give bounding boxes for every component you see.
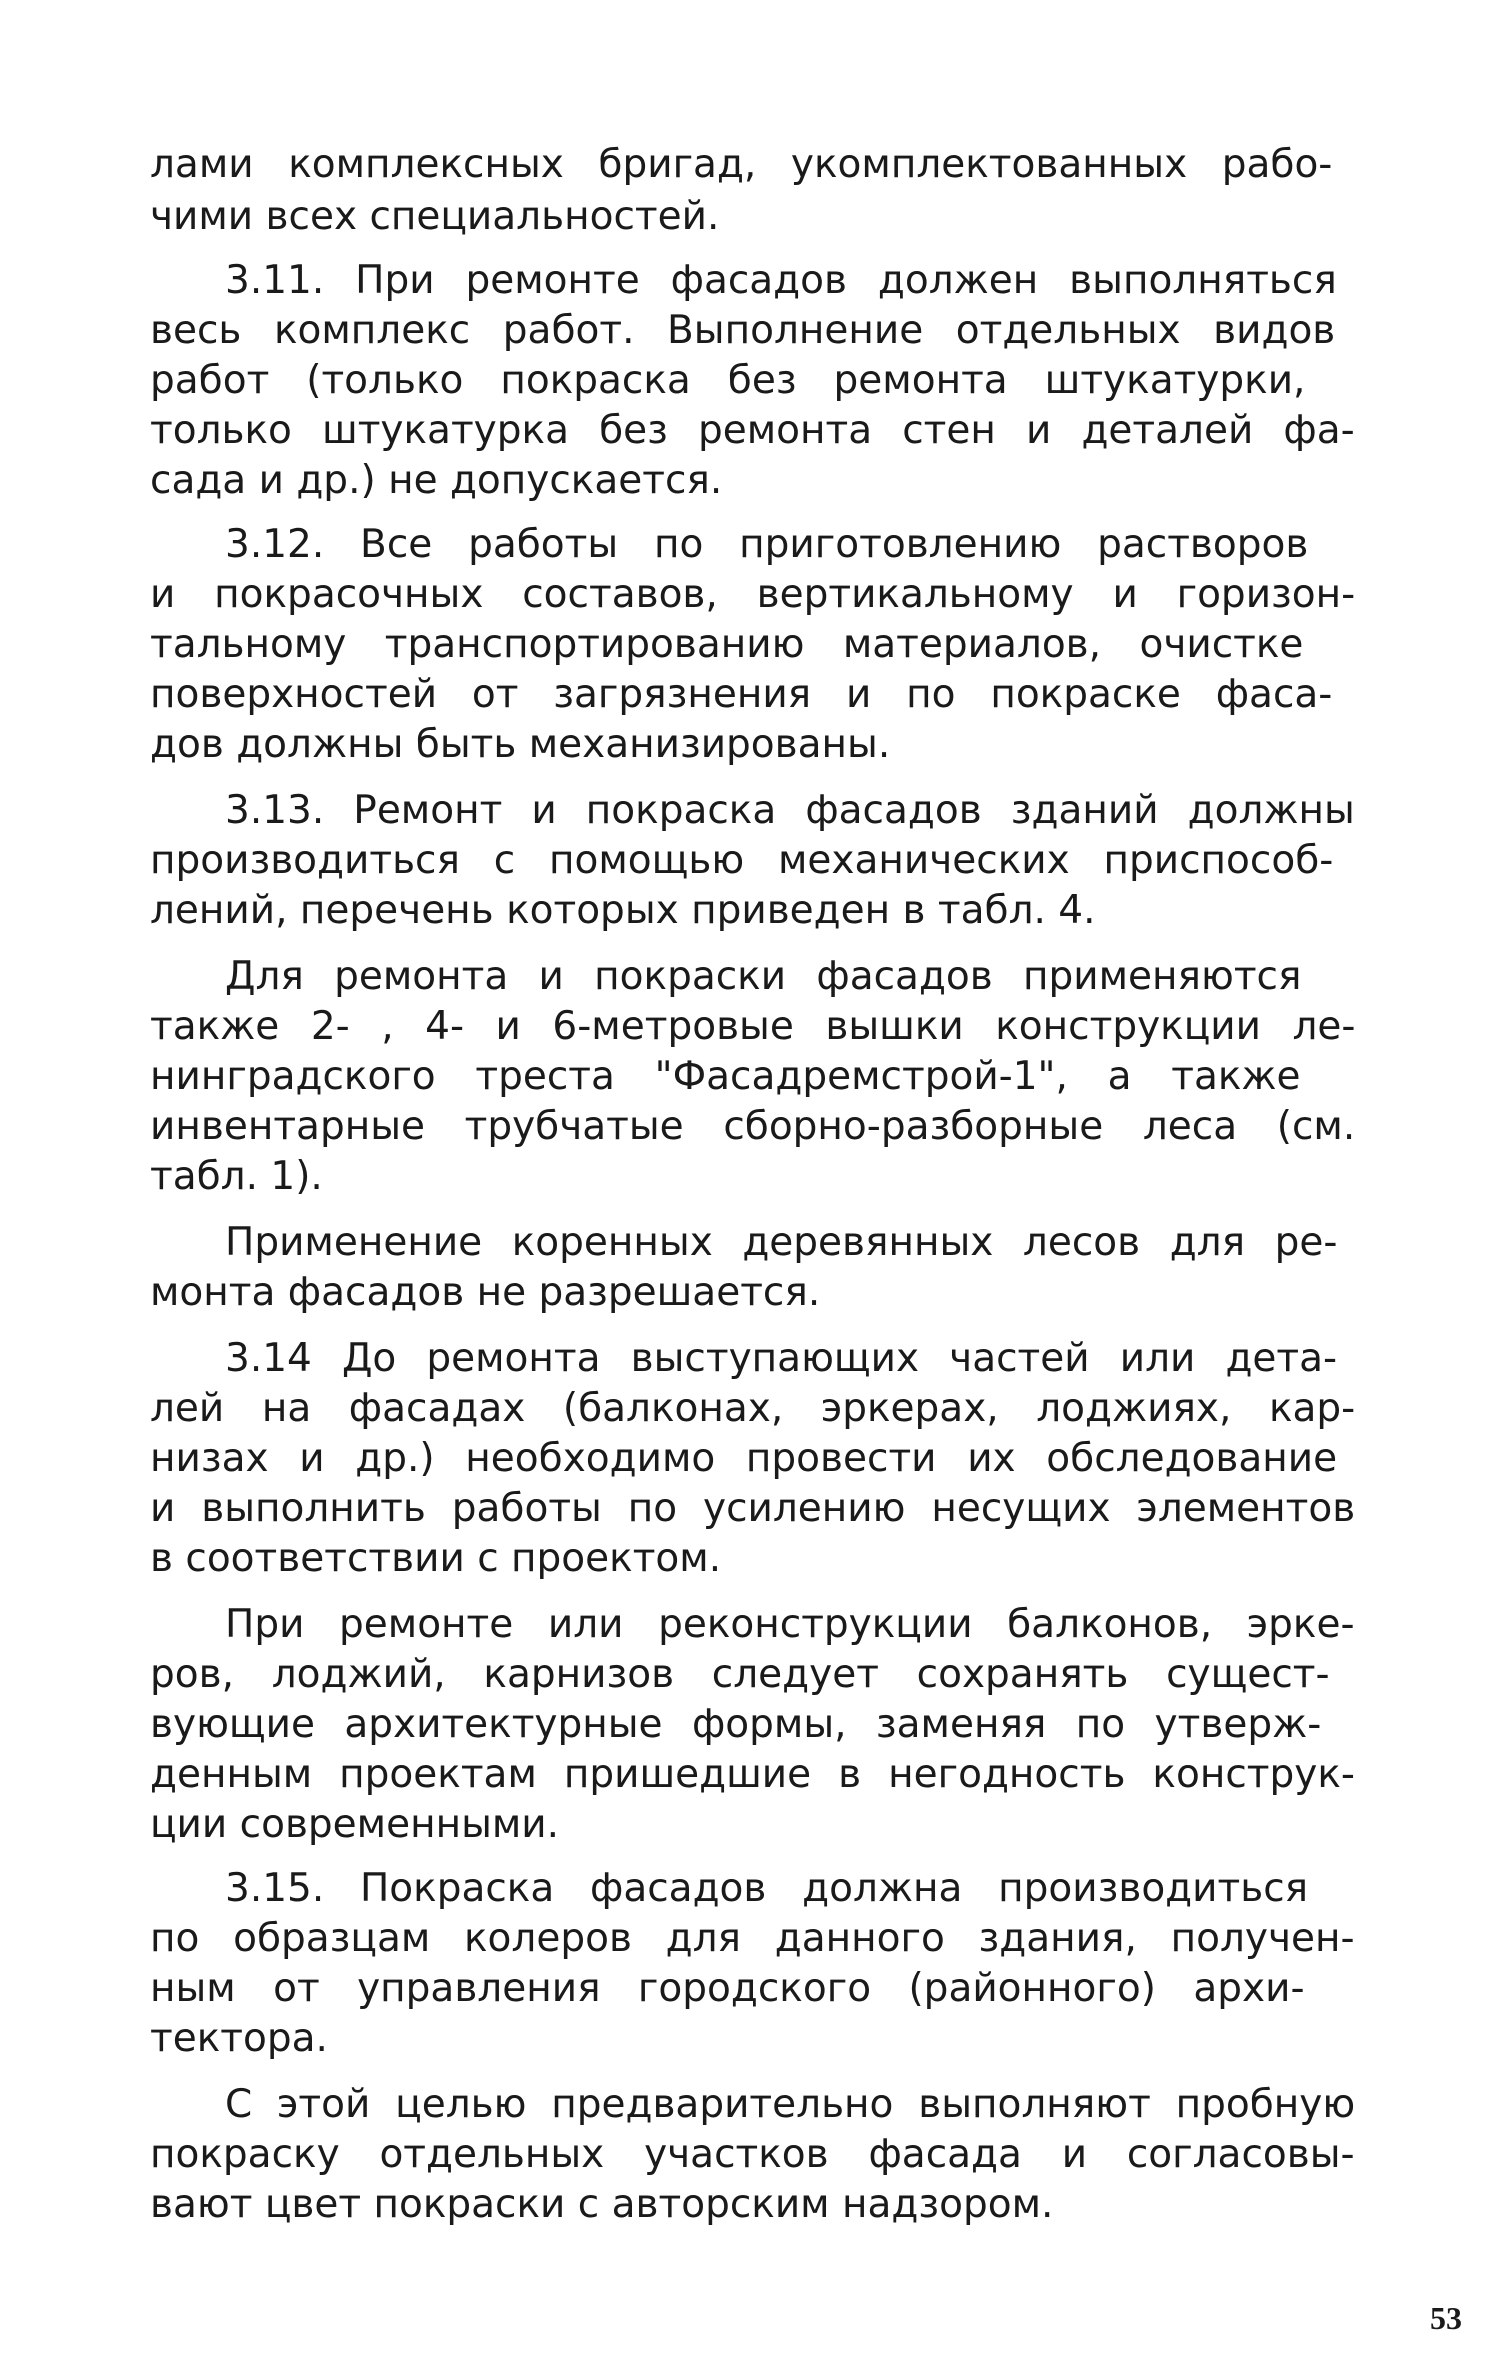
text-line: инвентарные трубчатые сборно-разборные леса (см. (150, 1104, 1356, 1149)
text-line: ным от управления городского (районного) архи- (150, 1966, 1305, 2011)
document-page (150, 140, 1462, 2362)
text-line: вают цвет покраски с авторским надзором. (150, 2182, 1054, 2227)
text-line: низах и др.) необходимо провести их обследование (150, 1436, 1338, 1481)
text-line: При ремонте или реконструкции балконов, эрке- (225, 1602, 1355, 1647)
text-line: по образцам колеров для данного здания, получен- (150, 1916, 1355, 1961)
page-number: 53 (1430, 2300, 1462, 2336)
text-line: табл. 1). (150, 1154, 323, 1199)
text-line: ции современными. (150, 1802, 560, 1847)
text-line: 3.15. Покраска фасадов должна производиться (225, 1866, 1309, 1911)
text-line: 3.13. Ремонт и покраска фасадов зданий должны (225, 788, 1355, 833)
text-line: Для ремонта и покраски фасадов применяются (225, 954, 1302, 999)
text-line: Применение коренных деревянных лесов для ре- (225, 1220, 1338, 1265)
text-line: покраску отдельных участков фасада и согласовы- (150, 2132, 1355, 2177)
text-line: в соответствии с проектом. (150, 1536, 722, 1581)
text-line: С этой целью предварительно выполняют пробную (225, 2082, 1356, 2127)
text-line: 3.14 До ремонта выступающих частей или дета- (225, 1336, 1338, 1381)
text-line: нинградского треста "Фасадремстрой-1", а также (150, 1054, 1301, 1099)
text-line: производиться с помощью механических приспособ- (150, 838, 1334, 883)
text-line: 3.12. Все работы по приготовлению растворов (225, 522, 1309, 567)
text-line: сада и др.) не допускается. (150, 458, 723, 503)
text-line: дов должны быть механизированы. (150, 722, 891, 767)
text-line: поверхностей от загрязнения и по покраске фаса- (150, 672, 1333, 717)
text-line: 3.11. При ремонте фасадов должен выполняться (225, 258, 1337, 303)
text-line: и покрасочных составов, вертикальному и горизон- (150, 572, 1356, 617)
text-line: и выполнить работы по усилению несущих элементов (150, 1486, 1356, 1531)
text-line: только штукатурка без ремонта стен и деталей фа- (150, 408, 1355, 453)
text-line: тектора. (150, 2016, 328, 2061)
text-line: тальному транспортированию материалов, очистке (150, 622, 1304, 667)
text-line: денным проектам пришедшие в негодность конструк- (150, 1752, 1355, 1797)
text-line: монта фасадов не разрешается. (150, 1270, 821, 1315)
text-line: весь комплекс работ. Выполнение отдельных видов (150, 308, 1336, 353)
text-line: лений, перечень которых приведен в табл. 4. (150, 888, 1096, 933)
text-line: ров, лоджий, карнизов следует сохранять сущест- (150, 1652, 1330, 1697)
text-line: лами комплексных бригад, укомплектованных рабо- (150, 142, 1333, 187)
text-line: вующие архитектурные формы, заменяя по утверж- (150, 1702, 1322, 1747)
text-line: также 2- , 4- и 6-метровые вышки конструкции ле- (150, 1004, 1356, 1049)
text-line: работ (только покраска без ремонта штукатурки, (150, 358, 1306, 403)
text-line: чими всех специальностей. (150, 194, 720, 239)
text-line: лей на фасадах (балконах, эркерах, лоджиях, кар- (150, 1386, 1356, 1431)
